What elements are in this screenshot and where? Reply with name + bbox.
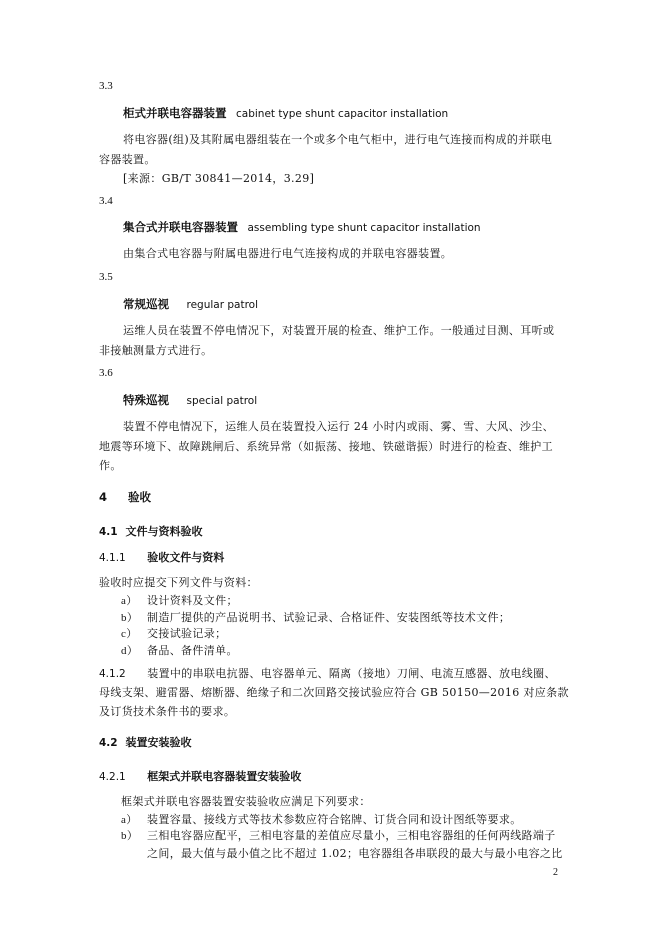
chapter-4-number: 4: [99, 490, 108, 504]
clause-number-3-6: 3.6: [99, 367, 113, 379]
definition-3-5-line2: 非接触测量方式进行。: [99, 344, 213, 357]
section-4-1-2-line1: 装置中的串联电抗器、电容器单元、隔离（接地）刀闸、电流互感器、放电线圈、: [147, 667, 556, 680]
section-4-2-1-number: 4.2.1: [99, 771, 126, 783]
section-4-2-1-intro: 框架式并联电容器装置安装验收应满足下列要求：: [121, 795, 371, 808]
section-4-2-number: 4.2: [99, 737, 118, 749]
section-4-1-2-number: 4.1.2: [99, 668, 126, 680]
list-item-text-line1: 三相电容器应配平，三相电容量的差值应尽量小，三相电容器组的任何两线路端子: [147, 829, 556, 842]
definition-3-3-line1: 将电容器(组)及其附属电器组装在一个或多个电气柜中，进行电气连接而构成的并联电: [123, 133, 553, 146]
page-number: 2: [553, 867, 558, 878]
definition-3-4-line1: 由集合式电容器与附属电器进行电气连接构成的并联电容器装置。: [123, 247, 453, 260]
clause-number-3-5: 3.5: [99, 271, 113, 283]
section-4-1-2-line3: 及订货技术条件书的要求。: [99, 705, 236, 718]
section-4-1-2: [99, 665, 556, 681]
term-cn-3-6: 特殊巡视: [123, 393, 169, 407]
definition-3-6-line2: 地震等环境下、故障跳闸后、系统异常（如振荡、接地、铁磁谐振）时进行的检查、维护工: [99, 440, 553, 453]
term-3-5: [123, 296, 258, 312]
list-item-text: 备品、备件清单。: [147, 644, 238, 657]
list-marker: d）: [121, 645, 139, 657]
section-4-1-1-number: 4.1.1: [99, 552, 126, 564]
section-4-1-1-title: 验收文件与资料: [147, 551, 225, 564]
source-3-3: [来源：GB/T 30841—2014，3.29]: [123, 172, 315, 185]
list-item-text-line2: 之间，最大值与最小值之比不超过 1.02；电容器组各串联段的最大与最小电容之比: [147, 847, 563, 860]
section-4-1-number: 4.1: [99, 526, 118, 538]
definition-3-6-line3: 作。: [99, 459, 122, 472]
list-item-text: 制造厂提供的产品说明书、试验记录、合格证件、安装图纸等技术文件；: [147, 611, 511, 624]
term-en-3-4: assembling type shunt capacitor installation: [247, 222, 481, 234]
term-cn-3-4: 集合式并联电容器装置: [123, 220, 238, 234]
term-en-3-3: cabinet type shunt capacitor installation: [236, 108, 449, 120]
chapter-4-heading: [99, 489, 151, 505]
list-marker: a）: [121, 814, 138, 826]
list-item: [121, 625, 227, 641]
clause-number-3-4: 3.4: [99, 195, 113, 207]
list-marker: b）: [121, 830, 139, 842]
list-item-text: 设计资料及文件；: [147, 594, 238, 607]
section-4-1-2-line2: 母线支架、避雷器、熔断器、绝缘子和二次回路交接试验应符合 GB 50150—2016 对应条款: [99, 686, 569, 699]
list-item: [121, 827, 556, 843]
section-4-2-title: 装置安装验收: [125, 736, 192, 749]
definition-3-6-line1: 装置不停电情况下，运维人员在装置投入运行 24 小时内或雨、雾、雪、大风、沙尘、: [123, 420, 554, 433]
list-item: [121, 811, 522, 827]
list-marker: c）: [121, 628, 138, 640]
section-4-1-1-intro: 验收时应提交下列文件与资料：: [99, 576, 258, 589]
term-3-6: [123, 392, 257, 408]
definition-3-5-line1: 运维人员在装置不停电情况下，对装置开展的检查、维护工作。一般通过目测、耳听或: [123, 324, 555, 337]
term-3-3: [123, 105, 448, 121]
term-en-3-6: special patrol: [186, 395, 258, 407]
list-marker: a）: [121, 595, 138, 607]
clause-number-3-3: 3.3: [99, 80, 113, 92]
section-4-2-1-title: 框架式并联电容器装置安装验收: [147, 770, 302, 783]
term-en-3-5: regular patrol: [186, 299, 259, 311]
definition-3-3-line2: 容器装置。: [99, 153, 156, 166]
term-cn-3-5: 常规巡视: [123, 297, 169, 311]
list-item-text: 交接试验记录；: [147, 627, 227, 640]
list-item: [121, 642, 238, 658]
list-item: [121, 609, 511, 625]
chapter-4-title: 验收: [128, 490, 152, 504]
list-marker: b）: [121, 612, 139, 624]
section-4-2-1-heading: [99, 768, 301, 784]
section-4-1-title: 文件与资料验收: [125, 525, 203, 538]
list-item: [121, 592, 238, 608]
term-cn-3-3: 柜式并联电容器装置: [123, 106, 227, 120]
section-4-1-heading: [99, 523, 202, 539]
section-4-1-1-heading: [99, 549, 224, 565]
list-item-text: 装置容量、接线方式等技术参数应符合铭牌、订货合同和设计图纸等要求。: [147, 813, 522, 826]
term-3-4: [123, 219, 481, 235]
section-4-2-heading: [99, 734, 191, 750]
